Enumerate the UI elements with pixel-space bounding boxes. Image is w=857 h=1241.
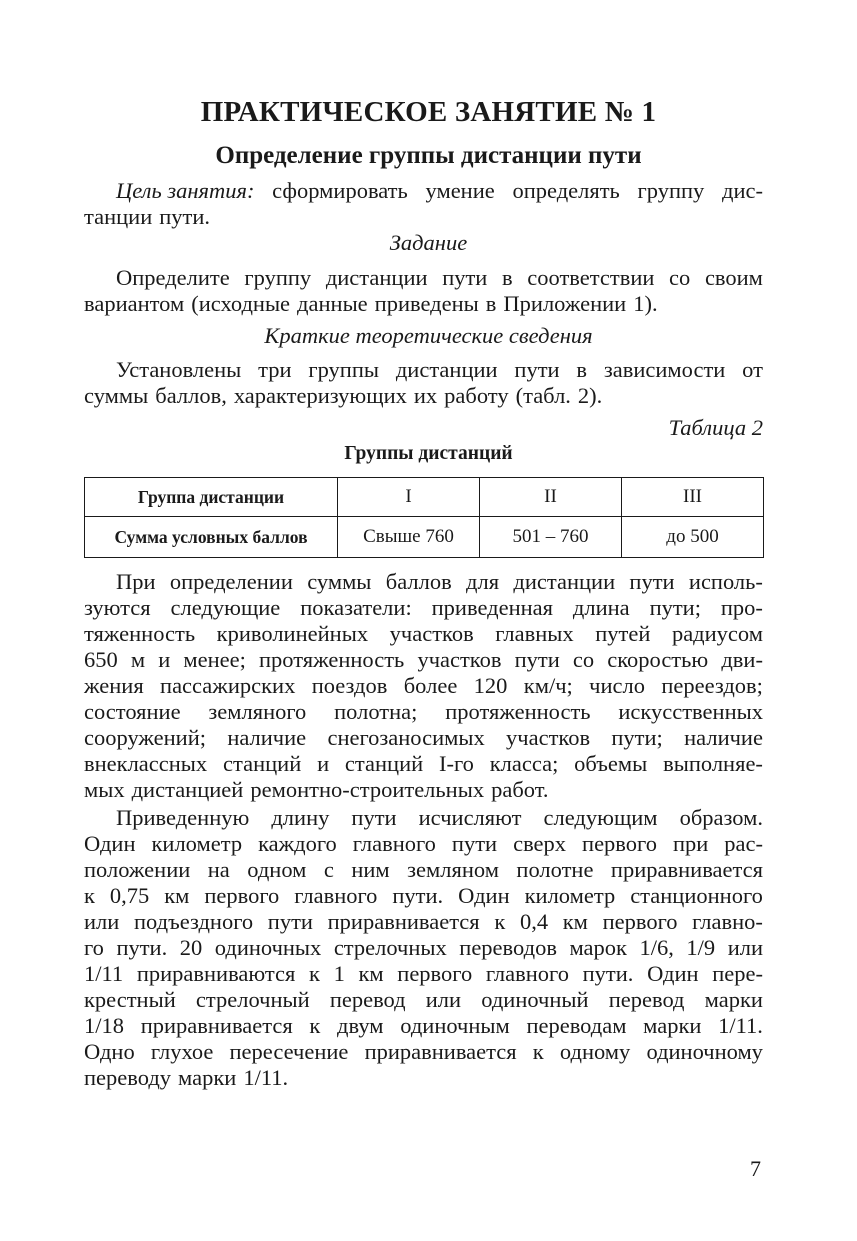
word: определять: [512, 178, 620, 203]
paragraph2-line: [84, 831, 763, 857]
paragraph1-line: [84, 569, 763, 595]
word: земляного: [208, 699, 307, 724]
word: главных: [495, 621, 574, 646]
paragraph-indicators: [84, 569, 763, 803]
word: Приложении: [503, 291, 627, 316]
word: Определите: [116, 265, 230, 290]
word: суммы: [84, 383, 149, 408]
word: искусственных: [618, 699, 763, 724]
word: (табл.: [515, 383, 571, 408]
word: работу: [444, 383, 509, 408]
word: главного: [352, 831, 436, 856]
word: пути.: [159, 204, 211, 229]
word: м: [130, 647, 146, 672]
word: стрелочных: [333, 935, 447, 960]
word: пассажирских: [160, 673, 296, 698]
word: три: [258, 357, 292, 382]
word: станционного: [630, 883, 763, 908]
word: жения: [84, 673, 144, 698]
word: 2).: [577, 383, 603, 408]
word: пере-: [712, 961, 763, 986]
word: к: [84, 883, 95, 908]
paragraph2-line: [84, 805, 763, 831]
word: дистанции: [395, 357, 498, 382]
word: длину: [271, 805, 330, 830]
word: 120: [473, 673, 508, 698]
word: в: [485, 291, 497, 316]
goal-paragraph: [84, 178, 763, 230]
page-subtitle: Определение группы дистанции пути: [215, 142, 642, 169]
paragraph1-line: [84, 621, 763, 647]
word: число: [589, 673, 645, 698]
word: 1: [333, 961, 345, 986]
paragraph2-line: [84, 883, 763, 909]
word: При: [116, 569, 156, 594]
word: станций: [344, 751, 424, 776]
word: участков: [506, 725, 591, 750]
word: переводов: [459, 935, 557, 960]
word: образом.: [679, 805, 763, 830]
word: определении: [169, 569, 293, 594]
word: дис-: [722, 178, 763, 203]
paragraph2-line: [84, 1039, 763, 1065]
word: с: [323, 857, 334, 882]
word: Установлены: [116, 357, 242, 382]
word: км: [562, 909, 588, 934]
word: и: [317, 751, 330, 776]
paragraph2-line: [84, 935, 763, 961]
word: приравнивается: [140, 1013, 293, 1038]
word: сооружений;: [84, 725, 207, 750]
word: глухое: [150, 1039, 214, 1064]
word: км/ч;: [523, 673, 573, 698]
word: со: [572, 647, 595, 672]
page-number: 7: [750, 1156, 761, 1181]
word: 1).: [633, 291, 658, 316]
table-header-cell: Группа дистанции: [85, 478, 338, 517]
word: главно-: [692, 909, 763, 934]
word: состояние: [84, 699, 181, 724]
word: перевод: [329, 987, 406, 1012]
word: Один: [84, 831, 136, 856]
word: марок: [569, 935, 627, 960]
word: полотне: [516, 857, 594, 882]
word: протяженность: [258, 647, 405, 672]
table-cell: Сумма условных баллов: [85, 517, 338, 558]
word: одному: [559, 1039, 631, 1064]
word: перевод: [608, 987, 685, 1012]
word: рас-: [724, 831, 763, 856]
word: двум: [337, 1013, 384, 1038]
word: приведенная: [431, 595, 553, 620]
paragraph2-line: [84, 987, 763, 1013]
theory-line: [84, 383, 763, 409]
word: в: [576, 357, 588, 382]
word: пересечение: [229, 1039, 349, 1064]
word: класса;: [489, 751, 559, 776]
word: группу: [637, 178, 705, 203]
goal-label: Цель занятия:: [116, 178, 255, 203]
word: приведены: [374, 291, 479, 316]
task-line: [84, 291, 763, 317]
word: 650: [84, 647, 118, 672]
word: следующим: [543, 805, 658, 830]
word: Приведенную: [116, 805, 250, 830]
goal-line-1: [84, 178, 763, 204]
word: пути: [442, 265, 488, 290]
theory-paragraph: [84, 357, 763, 409]
word: I-го: [438, 751, 474, 776]
distance-groups-table: [84, 477, 764, 558]
word: про-: [720, 595, 763, 620]
word: пути.: [116, 935, 168, 960]
word: зависимости: [603, 357, 726, 382]
word: пути: [351, 805, 397, 830]
goal-line-2: [84, 204, 763, 230]
word: от: [742, 357, 763, 382]
word: пути.: [392, 883, 444, 908]
word: работ.: [491, 777, 549, 802]
paragraph2-line: [84, 1013, 763, 1039]
table-cell: Свыше 760: [338, 517, 480, 558]
word: к: [309, 961, 320, 986]
word: показатели:: [300, 595, 412, 620]
paragraph2-line: [84, 1065, 763, 1091]
word: ремонтно-строительных: [250, 777, 485, 802]
table-cell: до 500: [622, 517, 764, 558]
word: мых: [84, 777, 125, 802]
word: главного: [485, 961, 569, 986]
word: группы: [308, 357, 380, 382]
paragraph1-line: [84, 699, 763, 725]
word: скоростью: [607, 647, 709, 672]
word: первого: [204, 883, 280, 908]
word: каждого: [258, 831, 337, 856]
word: километр: [524, 883, 616, 908]
word: сформировать: [272, 178, 408, 203]
word: 1/18: [84, 1013, 125, 1038]
word: к: [494, 909, 506, 934]
paragraph1-line: [84, 725, 763, 751]
word: крестный: [84, 987, 176, 1012]
word: переводу: [84, 1065, 172, 1090]
word: км: [358, 961, 384, 986]
word: пути: [629, 569, 675, 594]
word: 1/9: [686, 935, 716, 960]
word: внеклассных: [84, 751, 208, 776]
word: своим: [704, 265, 763, 290]
word: пути: [267, 909, 313, 934]
word: км: [164, 883, 190, 908]
word: дви-: [721, 647, 763, 672]
task-line: [84, 265, 763, 291]
word: криволинейных: [216, 621, 369, 646]
word: суммы: [307, 569, 372, 594]
word: баллов,: [155, 383, 227, 408]
word: пути;: [649, 595, 701, 620]
word: наличие: [684, 725, 763, 750]
word: характеризующих: [233, 383, 407, 408]
word: танции: [84, 204, 153, 229]
page-title: ПРАКТИЧЕСКОЕ ЗАНЯТИЕ № 1: [200, 96, 657, 128]
word: марки: [704, 987, 763, 1012]
word: баллов: [385, 569, 452, 594]
word: 1/11.: [718, 1013, 763, 1038]
word: протяженность: [445, 699, 591, 724]
word: тяженность: [84, 621, 196, 646]
word: для: [466, 569, 500, 594]
word: первого: [582, 831, 657, 856]
task-paragraph: [84, 265, 763, 317]
word: 20: [179, 935, 203, 960]
theory-line: [84, 357, 763, 383]
paragraph2-line: [84, 909, 763, 935]
word: участков: [417, 647, 502, 672]
word: Один: [647, 961, 699, 986]
word: приравнивается: [610, 857, 763, 882]
word: исполь-: [688, 569, 763, 594]
word: марки: [643, 1013, 702, 1038]
word: 1/11.: [243, 1065, 289, 1090]
word: к: [532, 1039, 544, 1064]
word: станций: [223, 751, 302, 776]
table-caption: Группы дистанций: [344, 443, 513, 464]
word: со: [669, 265, 691, 290]
word: выполняе-: [663, 751, 763, 776]
word: ним: [351, 857, 390, 882]
word: подъездного: [133, 909, 254, 934]
word: положении: [84, 857, 191, 882]
word: следующие: [170, 595, 281, 620]
word: одиночный: [481, 987, 589, 1012]
word: при: [672, 831, 709, 856]
word: 1/11: [84, 961, 124, 986]
table-header-row: [85, 478, 764, 517]
table-header-cell: I: [338, 478, 480, 517]
word: приравниваются: [136, 961, 296, 986]
word: первого: [397, 961, 473, 986]
word: объемы: [574, 751, 648, 776]
task-heading: Задание: [389, 230, 468, 255]
word: длина: [572, 595, 630, 620]
word: приравнивается: [327, 909, 480, 934]
word: дистанцией: [131, 777, 244, 802]
word: переводам: [526, 1013, 627, 1038]
word: 0,75: [109, 883, 150, 908]
table-header-cell: II: [480, 478, 622, 517]
paragraph2-line: [84, 961, 763, 987]
word: вариантом: [84, 291, 185, 316]
paragraph1-line: [84, 595, 763, 621]
word: одиночных: [214, 935, 322, 960]
word: одном: [247, 857, 307, 882]
word: марки: [178, 1065, 237, 1090]
table-row: [85, 517, 764, 558]
word: соответствии: [527, 265, 655, 290]
word: снегозаносимых: [327, 725, 485, 750]
word: (исходные: [191, 291, 291, 316]
word: дистанции: [513, 569, 616, 594]
table-cell: 501 – 760: [480, 517, 622, 558]
theory-heading: Краткие теоретические сведения: [264, 323, 593, 348]
paragraph1-line: [84, 647, 763, 673]
word: земляном: [407, 857, 499, 882]
paragraph-reduced-length: [84, 805, 763, 1091]
paragraph1-line: [84, 777, 763, 803]
word: 0,4: [519, 909, 549, 934]
word: полотна;: [334, 699, 418, 724]
word: или: [425, 987, 462, 1012]
word: радиусом: [671, 621, 763, 646]
word: умение: [425, 178, 495, 203]
table-number-label: Таблица 2: [668, 415, 763, 440]
word: пути.: [582, 961, 634, 986]
word: пути: [514, 357, 560, 382]
word: на: [207, 857, 230, 882]
word: дистанции: [325, 265, 428, 290]
word: менее;: [183, 647, 246, 672]
word: данные: [297, 291, 368, 316]
word: 1/6,: [639, 935, 674, 960]
word: пути: [514, 647, 560, 672]
word: первого: [602, 909, 678, 934]
paragraph1-line: [84, 751, 763, 777]
word: пути: [451, 831, 498, 856]
word: Один: [458, 883, 510, 908]
word: сверх: [513, 831, 567, 856]
word: более: [403, 673, 458, 698]
paragraph2-line: [84, 857, 763, 883]
word: зуются: [84, 595, 151, 620]
word: наличие: [227, 725, 307, 750]
word: переездов;: [661, 673, 763, 698]
word: стрелочный: [195, 987, 310, 1012]
word: группу: [244, 265, 312, 290]
word: исчисляют: [418, 805, 522, 830]
word: километр: [151, 831, 243, 856]
word: в: [502, 265, 513, 290]
word: или: [727, 935, 763, 960]
paragraph1-line: [84, 673, 763, 699]
word: их: [413, 383, 438, 408]
word: Одно: [84, 1039, 135, 1064]
word: к: [309, 1013, 321, 1038]
word: участков: [389, 621, 474, 646]
word: одиночному: [646, 1039, 763, 1064]
word: поездов: [311, 673, 388, 698]
table-header-cell: III: [622, 478, 764, 517]
word: путей: [595, 621, 651, 646]
word: приравнивается: [364, 1039, 517, 1064]
word: и: [158, 647, 171, 672]
word: пути;: [611, 725, 663, 750]
word: главного: [294, 883, 378, 908]
word: го: [84, 935, 104, 960]
word: или: [84, 909, 120, 934]
word: одиночным: [400, 1013, 510, 1038]
